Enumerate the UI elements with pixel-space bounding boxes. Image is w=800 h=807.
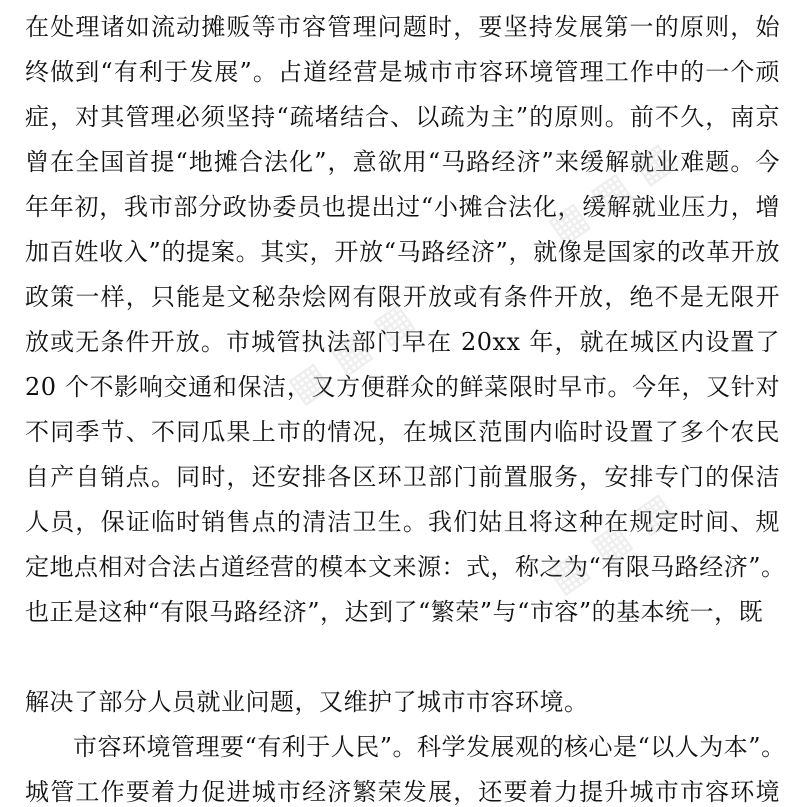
text-line: 解决了部分人员就业问题，又维护了城市市容环境。 [25,688,589,716]
text-line: 症，对其管理必须坚持“疏堵结合、以疏为主”的原则。前不久，南京 [25,103,780,131]
text-line: 在处理诸如流动摊贩等市容管理问题时，要坚持发展第一的原则，始 [25,13,780,41]
text-line: 城管工作要着力促进城市经济繁荣发展，还要着力提升城市市容环境 [25,778,780,806]
text-line: 曾在全国首提“地摊合法化”，意欲用“马路经济”来缓解就业难题。今 [25,148,780,176]
paragraph-first-line: 市容环境管理要“有利于人民”。科学发展观的核心是“以人为本”。 [73,733,786,761]
text-line: 也正是这种“有限马路经济”，达到了“繁荣”与“市容”的基本统一，既 [25,598,764,626]
text-line: 不同季节、不同瓜果上市的情况，在城区范围内临时设置了多个农民 [25,418,780,446]
watermark-logo: ▦ ▦ ▦ [539,483,682,603]
watermark-logo: ▦ ▦ ▦ [279,293,422,413]
text-line: 自产自销点。同时，还安排各区环卫部门前置服务，安排专门的保洁 [25,463,780,491]
text-line: 加百姓收入”的提案。其实，开放“马路经济”，就像是国家的改革开放 [25,238,780,266]
text-line: 年年初，我市部分政协委员也提出过“小摊合法化，缓解就业压力，增 [25,193,780,221]
text-line: 20 个不影响交通和保洁，又方便群众的鲜菜限时早市。今年，又针对 [25,373,780,401]
text-line: 终做到“有利于发展”。占道经营是城市市容环境管理工作中的一个顽 [25,58,780,86]
watermark-logo: ▦ ▦ ▦ [539,133,682,253]
text-line: 放或无条件开放。市城管执法部门早在 20xx 年，就在城区内设置了 [25,328,780,356]
text-line: 人员，保证临时销售点的清洁卫生。我们姑且将这种在规定时间、规 [25,508,780,536]
text-line: 政策一样，只能是文秘杂烩网有限开放或有条件开放，绝不是无限开 [25,283,780,311]
text-line: 定地点相对合法占道经营的模本文来源：式，称之为“有限马路经济”。 [25,553,786,581]
